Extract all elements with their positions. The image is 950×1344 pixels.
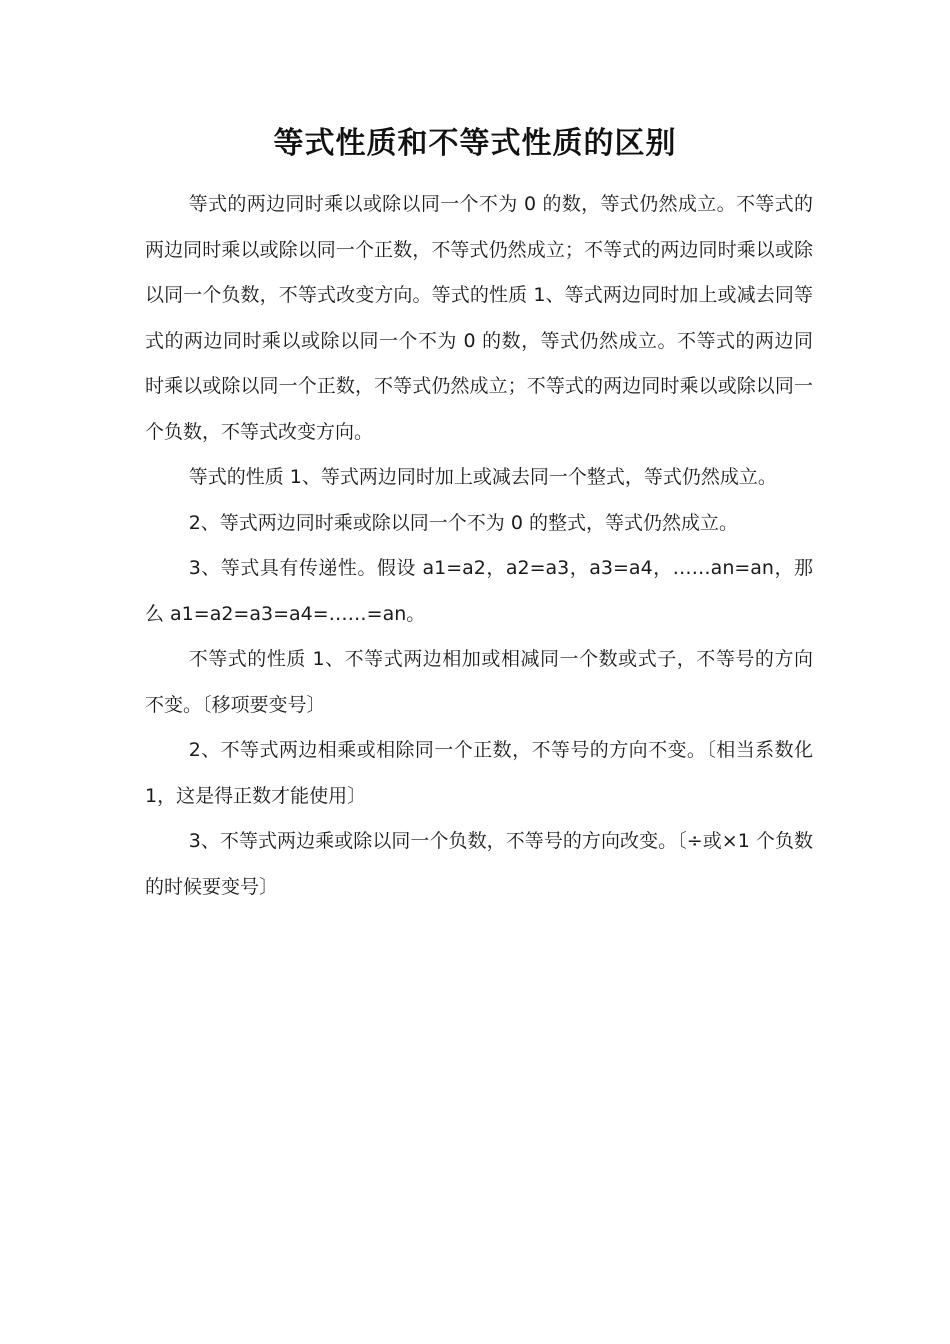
document-title: 等式性质和不等式性质的区别 (273, 126, 677, 161)
paragraph-1: 等式的两边同时乘以或除以同一个不为 0 的数，等式仍然成立。不等式的两边同时乘以或除以同一个正数，不等式仍然成立；不等式的两边同时乘以或除以同一个负数，不等式改变方向。等式的性质 1、等式两边同时加上或减去同等式的两边同时乘以或除以同一个不为 0 的数，等式仍然成立。不等式的两边同时乘以或除以同一个正数，不等式仍然成立；不等式的两边同时乘以或除以同一个负数，不等式改变方向。 (145, 193, 813, 443)
paragraph-5: 不等式的性质 1、不等式两边相加或相减同一个数或式子，不等号的方向不变。〔移项要变号〕 (145, 648, 813, 716)
paragraph-7: 3、不等式两边乘或除以同一个负数，不等号的方向改变。〔÷或×1 个负数的时候要变号〕 (145, 830, 813, 898)
paragraph-2: 等式的性质 1、等式两边同时加上或减去同一个整式，等式仍然成立。 (188, 466, 777, 488)
paragraph-6: 2、不等式两边相乘或相除同一个正数，不等号的方向不变。〔相当系数化 1，这是得正数才能使用〕 (145, 739, 813, 807)
paragraph-4: 3、等式具有传递性。假设 a1=a2，a2=a3，a3=a4，……an=an，那么 a1=a2=a3=a4=……=an。 (145, 557, 813, 625)
paragraph-3: 2、等式两边同时乘或除以同一个不为 0 的整式，等式仍然成立。 (188, 511, 738, 534)
document-body (145, 182, 813, 910)
